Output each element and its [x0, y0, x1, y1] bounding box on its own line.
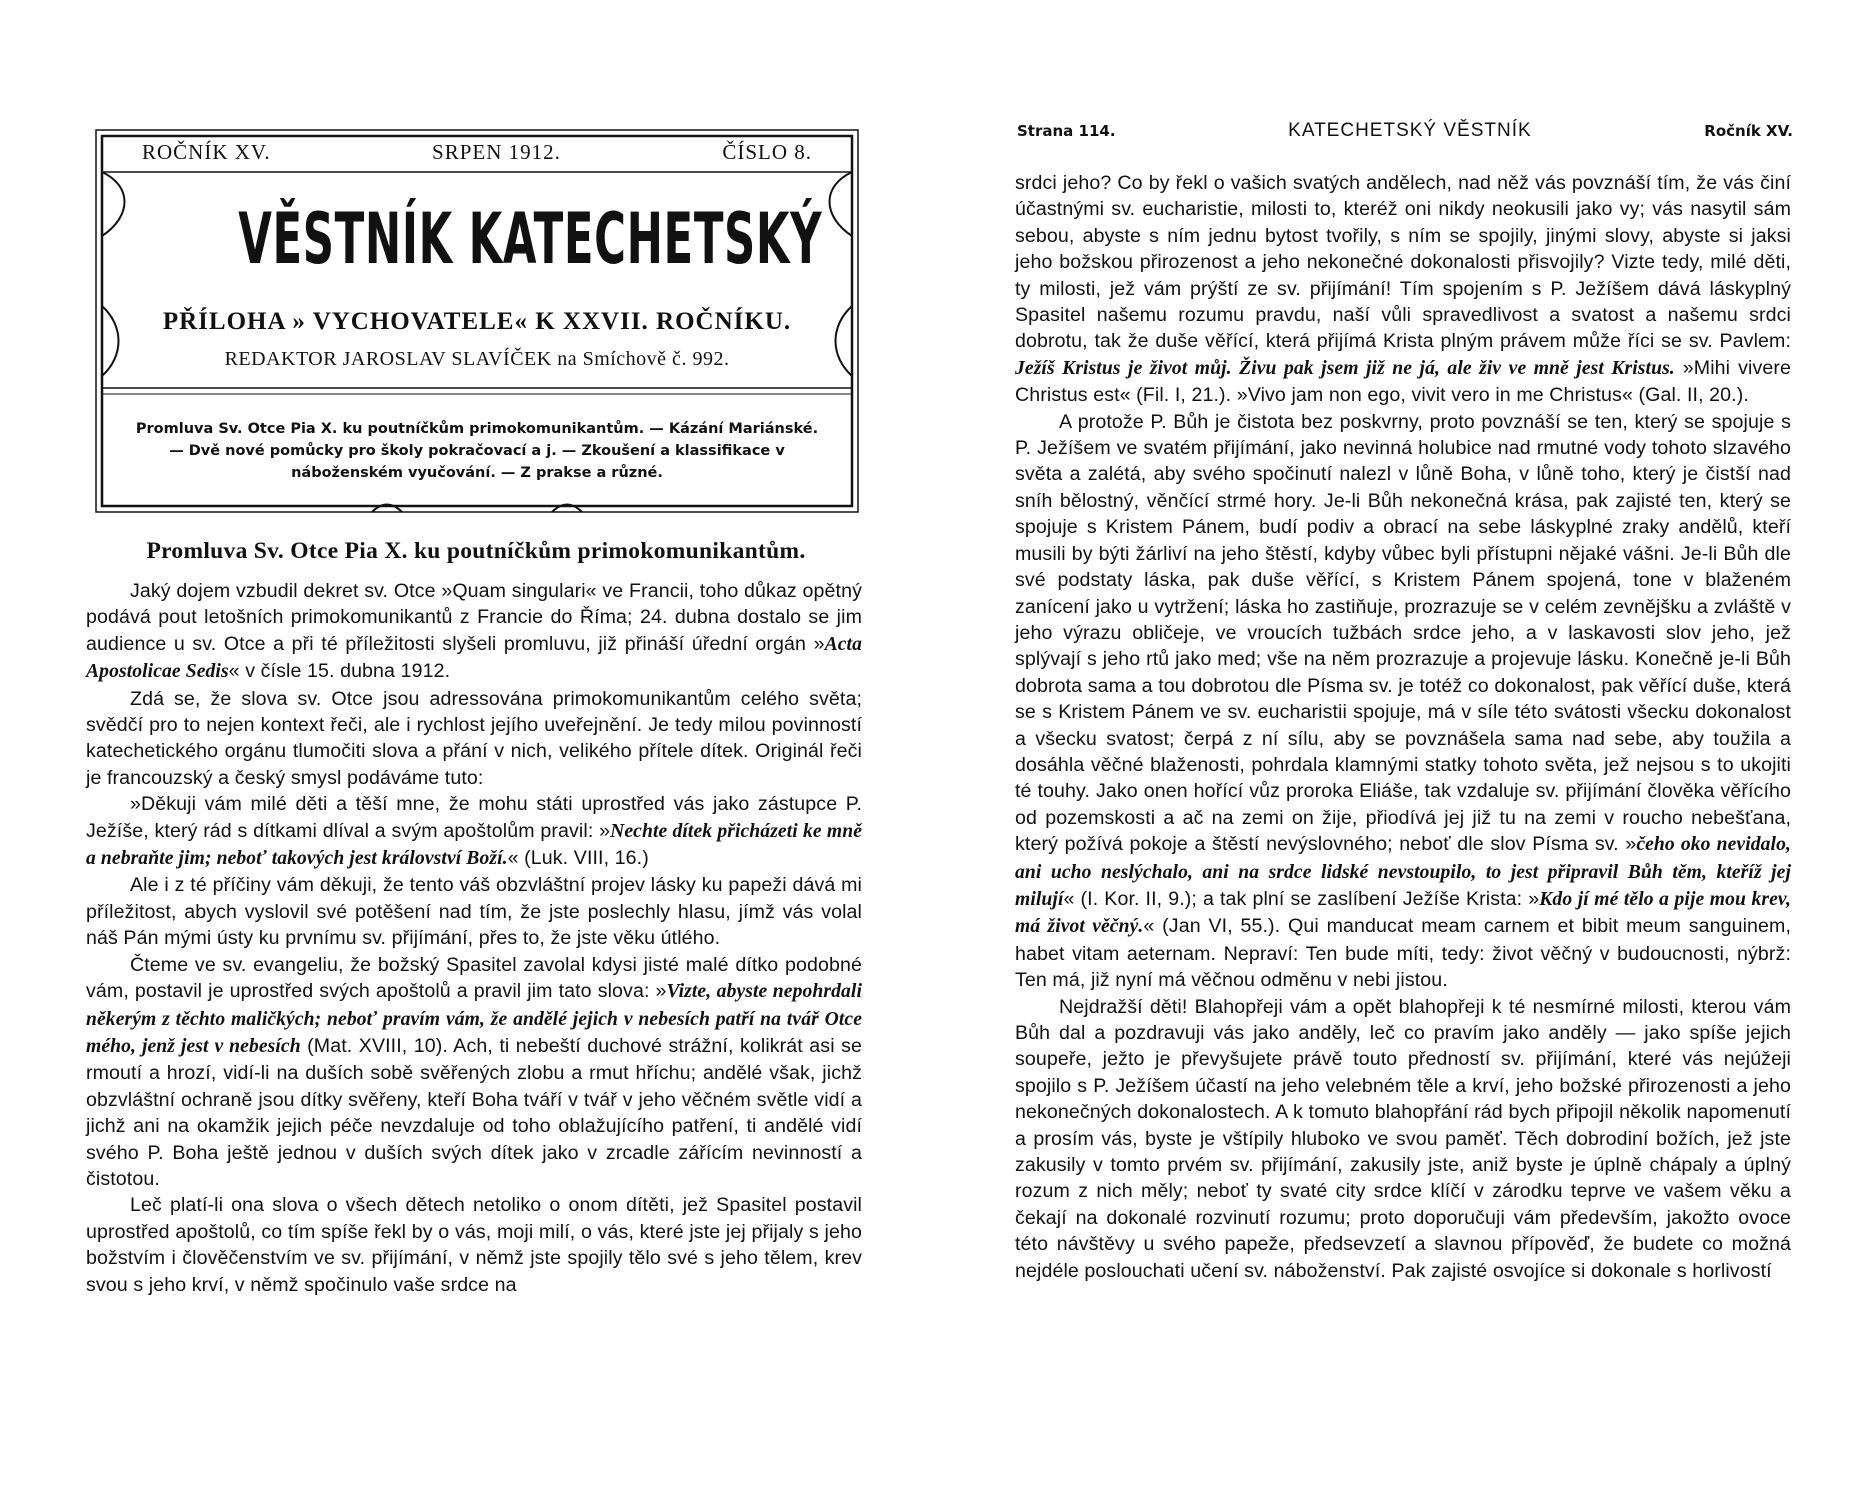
paragraph: Zdá se, že slova sv. Otce jsou adressována primokomunikantům celého světa; svědčí pro to nejen kontext řeči, ale i rychlost jejího uveřejnění. Je tedy milou povinností katechetického orgánu tlumočiti slova a přání v nich, velikého přítele dítek. Originál řeči je francouzský a český smysl podáváme tuto: [86, 687, 862, 789]
right-page-body [1015, 170, 1791, 1284]
journal-subtitle: PŘÍLOHA » VYCHOVATELE« K XXVII. ROČNÍKU. [162, 308, 792, 335]
right-page [929, 0, 1858, 1501]
paragraph: Ale i z té příčiny vám děkuji, že tento váš obzvláštní projev lásky ku papeži dává mi příležitost, abych vyslovil své potěšení nad tím, že jste poslechly hlasu, jímž vás volal náš Pán mými ústy ku prvnímu sv. přijímání, přes to, že jste věku útlého. [86, 874, 862, 950]
volume-label: ROČNÍK XV. [142, 140, 271, 164]
date-label: SRPEN 1912. [432, 140, 561, 164]
running-head [1017, 120, 1793, 146]
issue-label: ČÍSLO 8. [722, 140, 812, 164]
running-title: KATECHETSKÝ VĚSTNÍK [1288, 120, 1532, 141]
masthead-meta-row [92, 140, 862, 166]
left-page-body [86, 578, 862, 1298]
paragraph: Nejdražší děti! Blahopřeji vám a opět blahopřeji k té nesmírné milosti, kterou vám Bůh dal a pozdravuji vás jako anděly, leč co pravím jako anděly — jako spíše jejich soupeře, ježto je převyšujete právě touto předností sv. přijímání, které vás nejúžeji spojilo s P. Ježíšem účastí na jeho velebném těle a krví, jeho božské přirozenosti a jeho nekonečných dokonalostech. A k tomuto blahopřání rád bych připojil několik napomenutí a prosím vás, byste je vštípily hluboko ve svou paměť. Těch dobrodiní božích, jež jste zakusily v tomto prvém sv. přijímání, zakusily jste, aniž byste je úplně chápaly a úplný rozum z nich měly; neboť ty svaté city srdce klíčí v zárodku teprve ve vašem věku a čekají na dokonalé rozvinutí rozumu; proto doporučuji vám především, jakožto ovoce této návštěvy u svého papeže, předsevzetí a slavnou přípověď, že budete co možná nejdéle poslouchati učení sv. náboženství. Pak zajisté osvojíce si dokonale s horlivostí [1015, 995, 1791, 1282]
table-of-contents: Promluva Sv. Otce Pia X. ku poutníčkům primokomunikantům. — Kázání Mariánské. — Dvě nové pomůcky pro školy pokračovací a j. — Zkoušení a klassifikace v náboženském vyučování. — Z prakse a různé. [135, 421, 819, 481]
paragraph: Čteme ve sv. evangeliu, že božský Spasitel zavolal kdysi jisté malé dítko podobné vám, postavil je uprostřed svých apoštolů a pravil jim tato slova: »Vizte, abyste nepohrdali někerým z těchto maličkých; neboť pravím vám, že andělé jejich v nebesích patří na tvář Otce mého, jenž jest v nebesích (Mat. XVIII, 10). Ach, ti nebeští duchové strážní, kolikrát asi se rmoutí a hrozí, vidí-li na duších sobě svěřených zlobu a rmut hříchu; andělé však, jichž obzvláštní ochraně jsou dítky svěřeny, kteří Boha tváří v tvář v jeho věčném světle vidí a jichž ani na okamžik jejich péče nevzdaluje od toho oblažujícího patření, ti andělé vidí svého P. Boha ještě jednou v duších svých dítek jako v zrcadle zářícím nevinností a čistotou. [86, 953, 863, 1190]
article-title: Promluva Sv. Otce Pia X. ku poutníčkům primokomunikantům. [146, 538, 806, 564]
page-number: Strana 114. [1017, 122, 1116, 140]
paragraph: A protože P. Bůh je čistota bez poskvrny, proto povznáší se ten, který se spojuje s P. Ježíšem ve svatém přijímání, jako nevinná holubice nad rmutné vody tohoto slzavého světa a zalétá, aby svého spočinutí nalezl v lůně Boha, v lůně toho, který je čistší nad sníh bělostný, věnčící strmé hory. Je-li Bůh nekonečná krása, pak zajisté ten, který se spojuje s Kristem Pánem, budí podiv a obrací na sebe láskyplné zraky andělů, kteří musili by býti žárliví na jeho štěstí, kdyby vůbec byli přístupni nějaké vášni. Je-li Bůh dle své podstaty láska, pak duše věřící, s Kristem Pánem spojená, tone v blaženém zanícení jako u vytržení; láska ho zastiňuje, prozrazuje se v celém zevnějšku a zvláště v jeho výrazu obličeje, ve vroucích tužbách srdce jeho, a v laskavosti slov jeho, jež splývají s jeho rtů jako med; vše na něm prozrazuje a projevuje lásku. Konečně je-li Bůh dobrota sama a tou dobrotou dle Písma sv. je totéž co dokonalost, pak věřící duše, která se s Kristem Pánem ve sv. eucharistii spojuje, má v síle této svátosti všecku dokonalost a všecku svatost; čerpá z ní sílu, aby se povznášela sama nad sebe, aby toužila a dosáhla věčné blaženosti, pohrdala klamnými statky tohoto světa, jež nejsou s to ukojiti té touhy. Jako onen hořící vůz proroka Eliáše, tak vzdaluje sv. přijímání člověka věřícího od pozemskosti a ač na zemi on žije, přiodívá jej již tu na zemi v roucho nebešťana, který požívá pokoje a štěstí nevýslovného; neboť dle slov Písma sv. »čeho oko nevidalo, ani ucho neslýchalo, ani na srdce lidské nevstoupilo, to jest připravil Bůh těm, kteříž jej milují« (I. Kor. II, 9.); a tak plní se zaslíbení Ježíše Krista: »Kdo jí mé tělo a pije mou krev, má život věčný.« (Jan VI, 55.). Qui manducat meam carnem et bibit meum sanguinem, habet vitam aeternam. Nepraví: Ten bude míti, tedy: život věčný v budoucnosti, nýbrž: Ten má, již nyní má věčnou odměnu v nebi jistou. [1015, 410, 1791, 992]
paragraph: »Děkuji vám milé děti a těší mne, že mohu státi uprostřed vás jako zástupce P. Ježíše, který rád s dítkami dlíval a svým apoštolům pravil: »Nechte dítek přicházeti ke mně a nebraňte jim; neboť takových jest království Boží.« (Luk. VIII, 16.) [86, 793, 862, 870]
paragraph: Leč platí-li ona slova o všech dětech netoliko o onom dítěti, jež Spasitel postavil uprostřed apoštolů, co tím spíše řekl by o vás, moji milí, o vás, které jste jej přijaly s jeho božstvím i člověčenstvím ve sv. přijímání, v němž jste spojily tělo své s jeho tělem, krev svou s jeho krví, v němž spočinulo vaše srdce na [86, 1194, 862, 1296]
editor-line: REDAKTOR JAROSLAV SLAVÍČEK na Smíchově č. 992. [224, 348, 730, 370]
running-volume: Ročník XV. [1704, 122, 1793, 140]
paragraph: Jaký dojem vzbudil dekret sv. Otce »Quam singulari« ve Francii, toho důkaz opětný podává pout letošních primokomunikantů z Francie do Říma; 24. dubna dostalo se jim audience u sv. Otce a při té příležitosti slyšeli promluvu, již přináší úřední orgán »Acta Apostolicae Sedis« v čísle 15. dubna 1912. [86, 580, 862, 683]
masthead [92, 126, 862, 516]
paragraph: srdci jeho? Co by řekl o vašich svatých andělech, nad něž vás povznáší tím, že vás činí účastnými sv. eucharistie, milosti to, kteréž oni nikdy neokusili jako vy; vás nasytil sám sebou, abyste s ním jednu bytost tvořily, s ním se spojily, jinými slovy, abyste si jaksi jeho božskou přirozenost a jeho nekonečné dokonalosti přisvojily? Vizte tedy, milé děti, ty milosti, jež vám prýští ze sv. přijímání! Tím spojením s P. Ježíšem dává láskyplný Spasitel našemu rozumu pravdu, naší vůli spravedlivost a svatost a našemu srdci dobrotu, tak že duše věřící, která přijímá Krista plným právem může říci se sv. Pavlem: Ježíš Kristus je život můj. Živu pak jsem již ne já, ale živ ve mně jest Kristus. »Mihi vivere Christus est« (Fil. I, 21.). »Vivo jam non ego, vivit vero in me Christus« (Gal. II, 20.). [1015, 172, 1791, 407]
journal-title: VĚSTNÍK KATECHETSKÝ [238, 198, 823, 280]
